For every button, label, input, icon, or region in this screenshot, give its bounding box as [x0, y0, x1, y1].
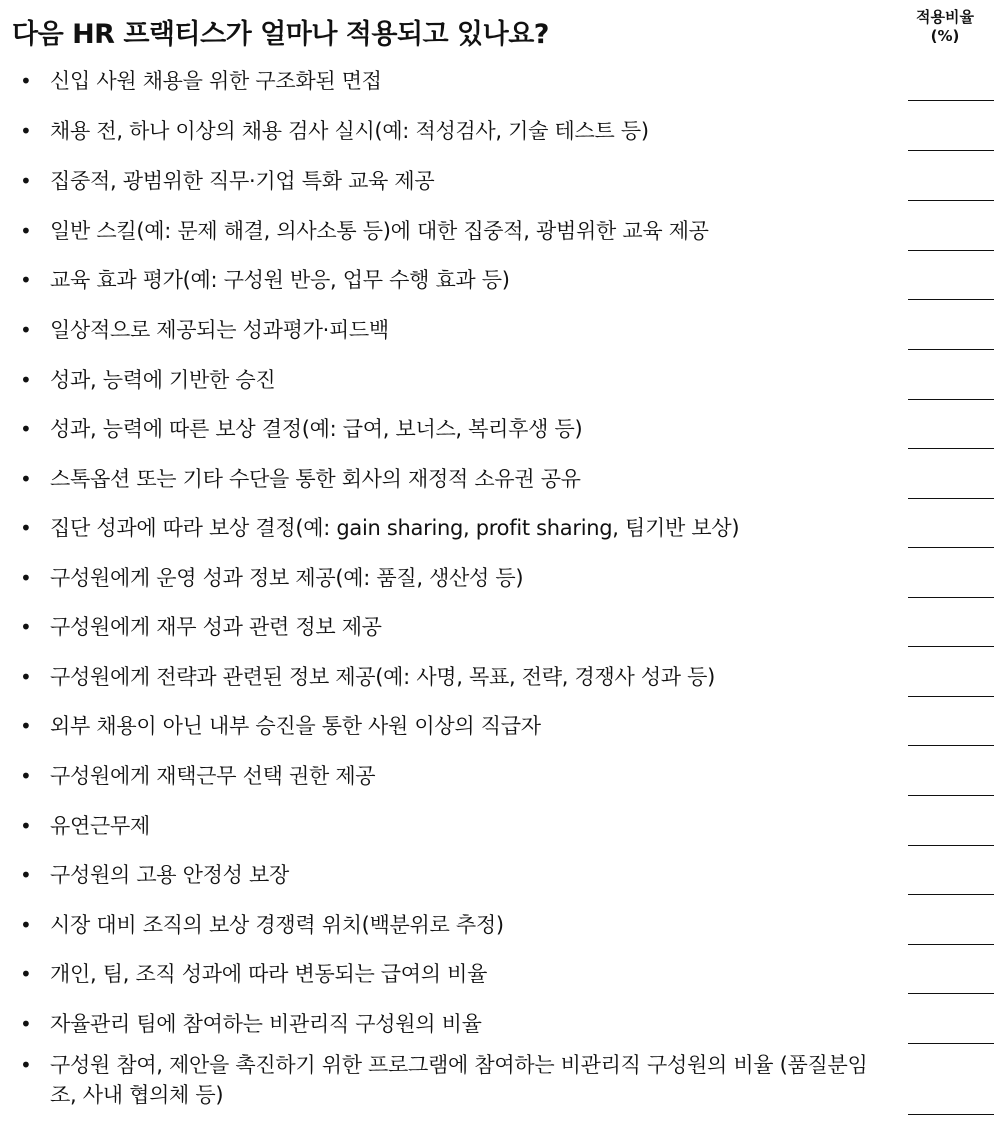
bullet: •: [20, 318, 32, 342]
bullet: •: [20, 69, 32, 93]
practice-label: 구성원에게 운영 성과 정보 제공(예: 품질, 생산성 등): [50, 566, 524, 590]
bullet: •: [20, 863, 32, 887]
page-title: 다음 HR 프랙티스가 얼마나 적용되고 있나요?: [12, 19, 549, 50]
practice-label: 집단 성과에 따라 보상 결정(예: gain sharing, profit sharing, 팀기반 보상): [50, 516, 740, 540]
rate-answer-blank[interactable]: [908, 597, 994, 598]
practice-label: 일반 스킬(예: 문제 해결, 의사소통 등)에 대한 집중적, 광범위한 교육 제공: [50, 219, 709, 243]
rate-answer-blank[interactable]: [908, 745, 994, 746]
rate-answer-blank[interactable]: [908, 1043, 994, 1044]
practice-label: 성과, 능력에 따른 보상 결정(예: 급여, 보너스, 복리후생 등): [50, 417, 583, 441]
rate-answer-blank[interactable]: [908, 795, 994, 796]
rate-answer-blank[interactable]: [908, 100, 994, 101]
rate-column-header-label: 적용비율: [916, 8, 974, 26]
rate-answer-blank[interactable]: [908, 299, 994, 300]
rate-answer-blank[interactable]: [908, 547, 994, 548]
practice-label: 스톡옵션 또는 기타 수단을 통한 회사의 재정적 소유권 공유: [50, 467, 581, 491]
bullet: •: [20, 1012, 32, 1036]
rate-column-header-unit: (%): [930, 27, 960, 45]
practice-label: 성과, 능력에 기반한 승진: [50, 368, 276, 392]
rate-answer-blank[interactable]: [908, 1114, 994, 1115]
practice-label: 구성원의 고용 안정성 보장: [50, 863, 289, 887]
rate-answer-blank[interactable]: [908, 894, 994, 895]
practice-label: 교육 효과 평가(예: 구성원 반응, 업무 수행 효과 등): [50, 268, 510, 292]
practice-label: 구성원에게 전략과 관련된 정보 제공(예: 사명, 목표, 전략, 경쟁사 성과 등): [50, 665, 716, 689]
practice-label: 구성원에게 재택근무 선택 권한 제공: [50, 764, 376, 788]
bullet: •: [20, 169, 32, 193]
bullet: •: [20, 368, 32, 392]
bullet: •: [20, 219, 32, 243]
bullet: •: [20, 516, 32, 540]
practice-label: 구성원에게 재무 성과 관련 정보 제공: [50, 615, 382, 639]
rate-answer-blank[interactable]: [908, 448, 994, 449]
rate-answer-blank[interactable]: [908, 646, 994, 647]
bullet: •: [20, 814, 32, 838]
bullet: •: [20, 913, 32, 937]
practice-label: 채용 전, 하나 이상의 채용 검사 실시(예: 적성검사, 기술 테스트 등): [50, 119, 649, 143]
rate-answer-blank[interactable]: [908, 399, 994, 400]
bullet: •: [20, 615, 32, 639]
rate-answer-blank[interactable]: [908, 200, 994, 201]
bullet: •: [20, 665, 32, 689]
rate-answer-blank[interactable]: [908, 944, 994, 945]
rate-answer-blank[interactable]: [908, 993, 994, 994]
bullet: •: [20, 714, 32, 738]
bullet: •: [20, 1053, 32, 1077]
bullet: •: [20, 764, 32, 788]
rate-column-header: [900, 8, 990, 46]
bullet: •: [20, 119, 32, 143]
bullet: •: [20, 566, 32, 590]
practice-label: 자율관리 팀에 참여하는 비관리직 구성원의 비율: [50, 1012, 482, 1036]
practice-label: 구성원 참여, 제안을 촉진하기 위한 프로그램에 참여하는 비관리직 구성원의 비율 (품질분임조, 사내 협의체 등): [50, 1053, 868, 1107]
rate-answer-blank[interactable]: [908, 845, 994, 846]
bullet: •: [20, 467, 32, 491]
bullet: •: [20, 962, 32, 986]
practice-label: 신입 사원 채용을 위한 구조화된 면접: [50, 69, 382, 93]
practice-label: 일상적으로 제공되는 성과평가·피드백: [50, 318, 389, 342]
practice-label: 개인, 팀, 조직 성과에 따라 변동되는 급여의 비율: [50, 962, 488, 986]
practice-label: 유연근무제: [50, 814, 150, 838]
rate-answer-blank[interactable]: [908, 696, 994, 697]
rate-answer-blank[interactable]: [908, 498, 994, 499]
bullet: •: [20, 417, 32, 441]
rate-answer-blank[interactable]: [908, 349, 994, 350]
rate-answer-blank[interactable]: [908, 250, 994, 251]
bullet: •: [20, 268, 32, 292]
practice-label: 집중적, 광범위한 직무·기업 특화 교육 제공: [50, 169, 435, 193]
practice-label: 외부 채용이 아닌 내부 승진을 통한 사원 이상의 직급자: [50, 714, 541, 738]
rate-answer-blank[interactable]: [908, 150, 994, 151]
practice-label: 시장 대비 조직의 보상 경쟁력 위치(백분위로 추정): [50, 913, 504, 937]
